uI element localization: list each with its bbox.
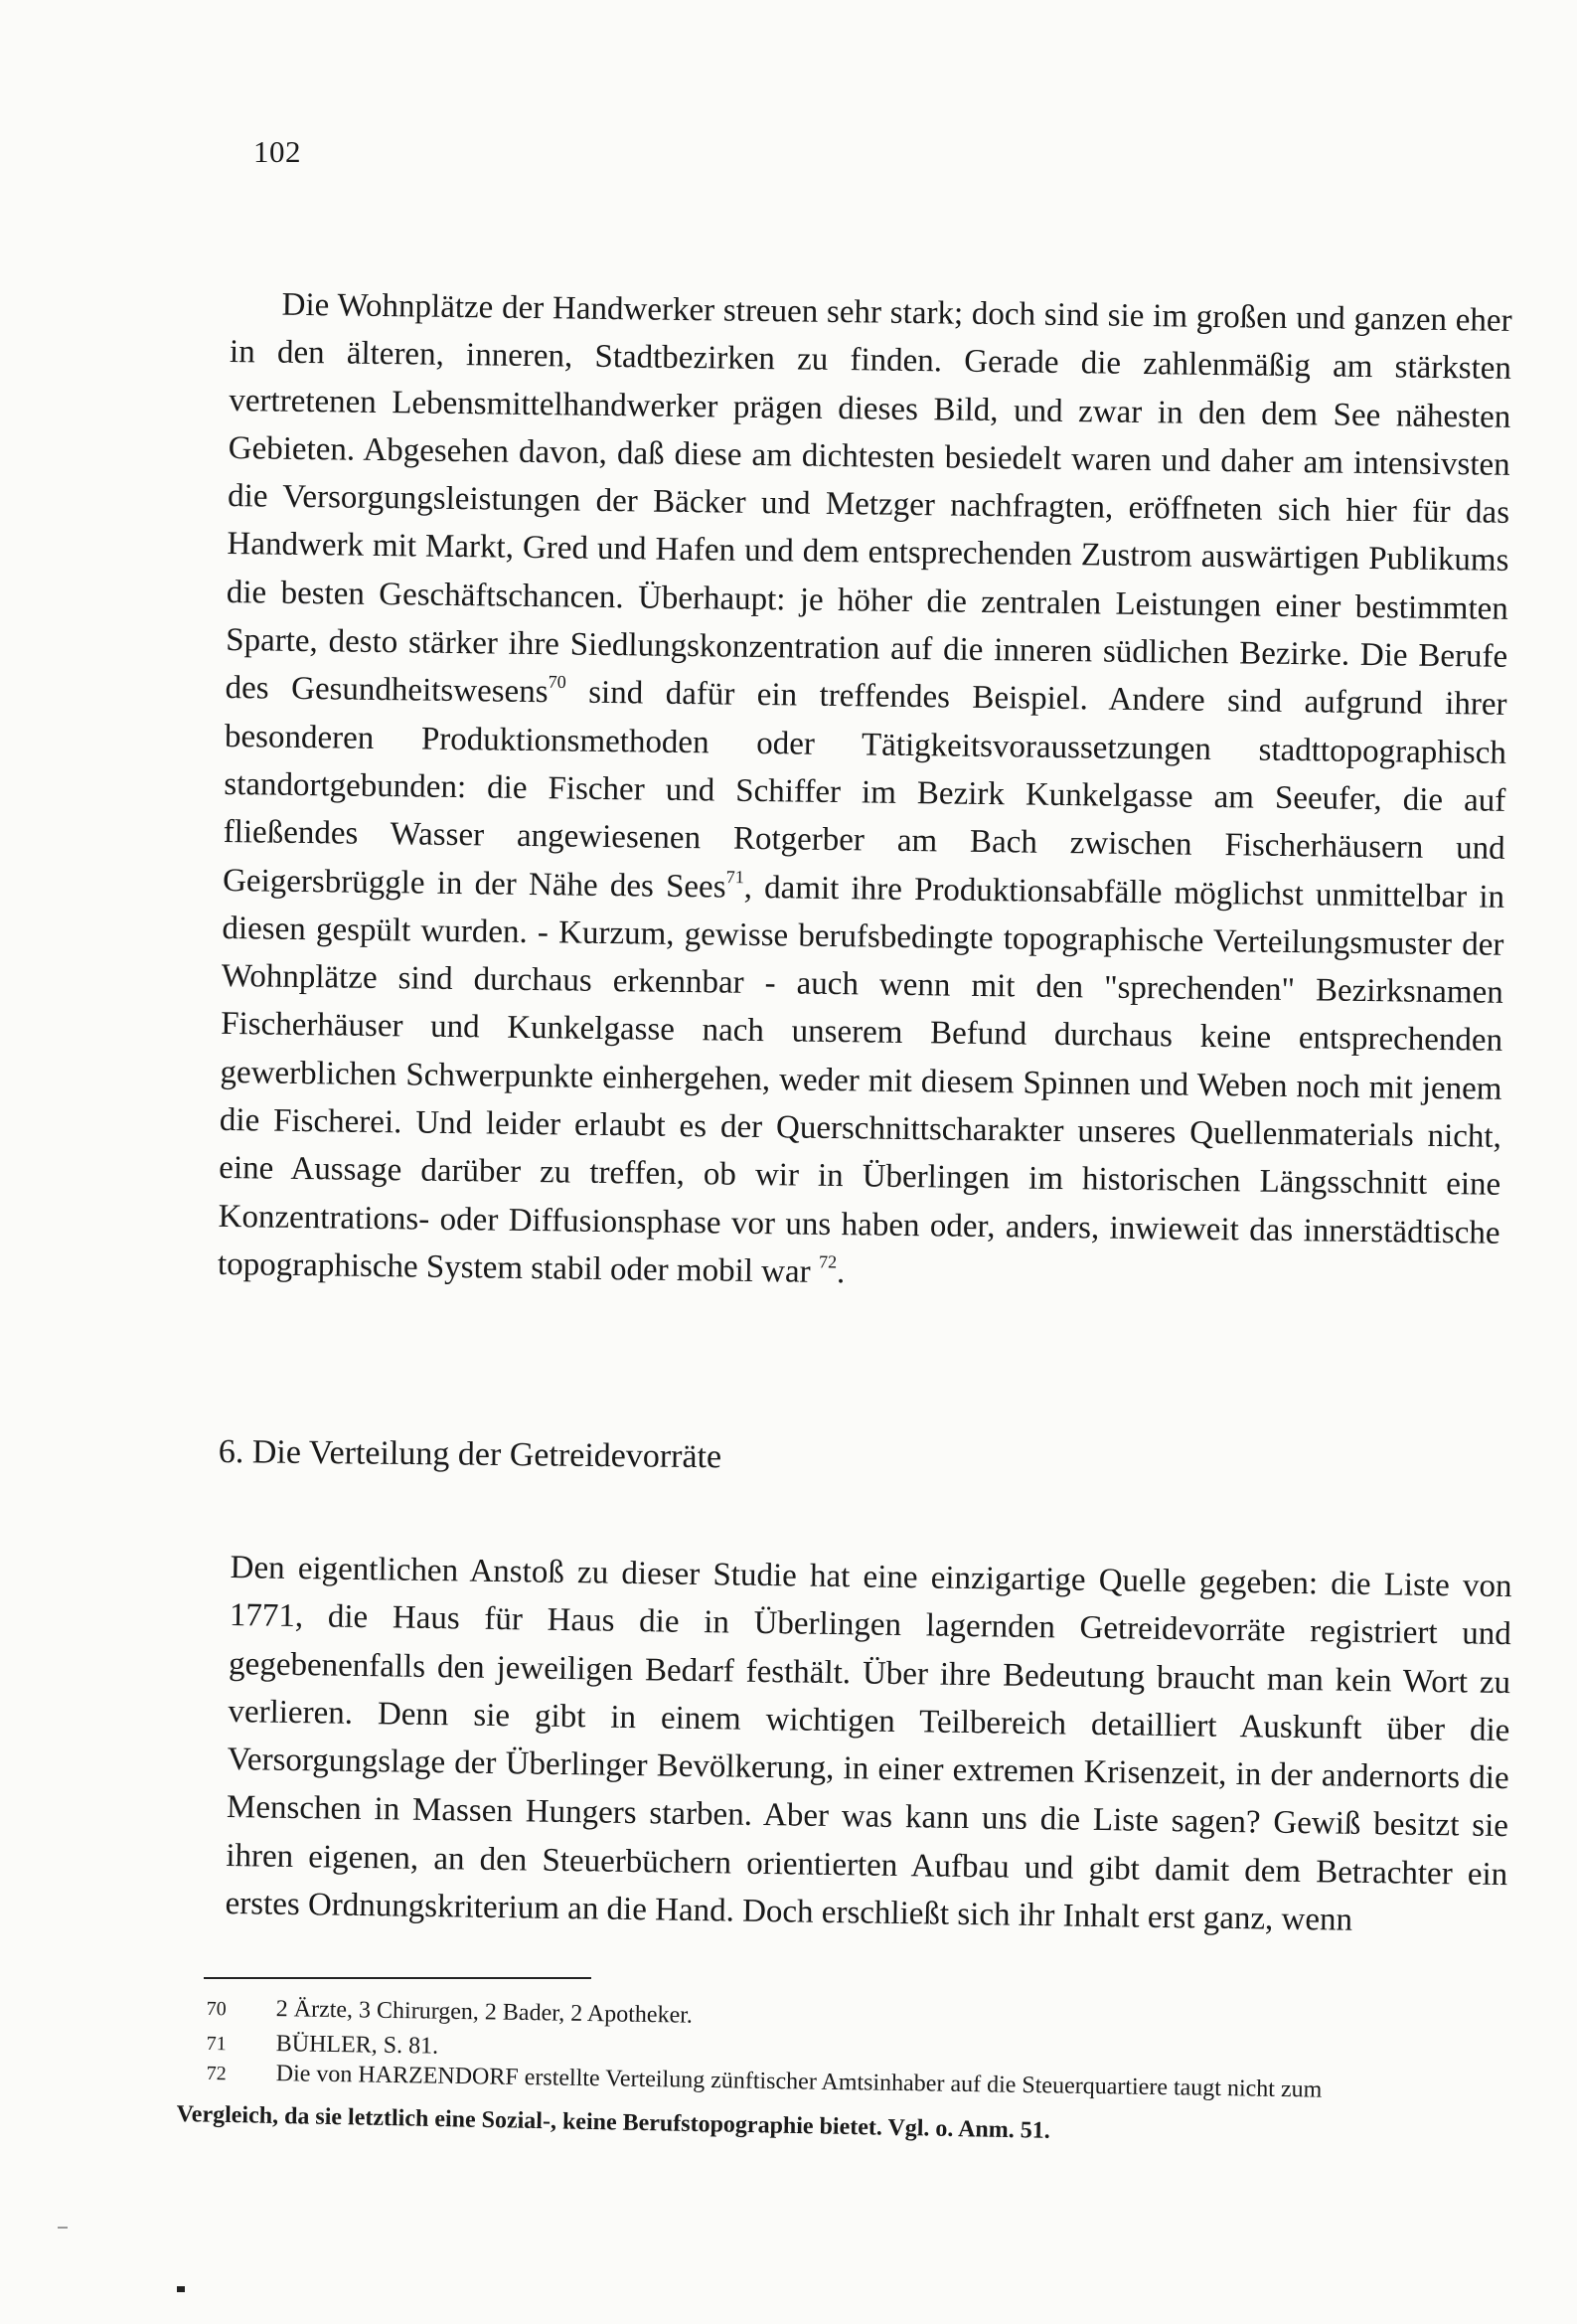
- section-heading: 6. Die Verteilung der Getreidevorräte: [218, 1433, 722, 1476]
- footnote-number: 72: [206, 2062, 227, 2085]
- paragraph-text: , damit ihre Produktionsabfälle möglichst unmittelbar in diesen gespült wurden. - Kurzum, gewisse berufsbedingte topographische Verteilungsmuster der Wohnplätze sind durchaus erkennbar - auch wenn mit den "sprechenden" Bezirksnamen Fischerhäuser und Kunkelgasse nach unserem Befund durchaus keine entsprechenden gewerblichen Schwerpunkte einhergehen, weder mit diesem Spinnen und Weben noch mit jenem die Fischerei. Und leider erlaubt es der Querschnittscharakter unseres Quellenmaterials nicht, eine Aussage darüber zu treffen, ob wir in Überlingen im historischen Längsschnitt eine Konzentrations- oder Diffusionsphase vor uns haben oder, anders, inwieweit das innerstädtische topographische System stabil oder mobil war: [217, 869, 1505, 1290]
- footnote-70: [207, 1993, 694, 2031]
- footnote-text: Die von HARZENDORF erstellte Verteilung zünftischer Amtsinhaber auf die Steuerquartiere taugt nicht zum: [275, 2061, 1323, 2103]
- footnote-ref-72: 72: [818, 1251, 838, 1272]
- paragraph-text: Den eigentlichen Anstoß zu dieser Studie hat eine einzigartige Quelle gegeben: die Liste von 1771, die Haus für Haus die in Überlingen lagernden Getreidevorräte registriert und gegebenenfalls den jeweiligen Bedarf festhält. Über ihre Bedeutung braucht man kein Wort zu verlieren. Denn sie gibt in einem wichtigen Teilbereich detailliert Auskunft über die Versorgungslage der Überlinger Bevölkerung, in einer extremen Krisenzeit, in der andernorts die Menschen in Massen Hungers starben. Aber was kann uns die Liste sagen? Gewiß besitzt sie ihren eigenen, an den Steuerbüchern orientierten Aufbau und gibt damit dem Betrachter ein erstes Ordnungskriterium an die Hand. Doch erschließt sich ihr Inhalt erst ganz, wenn: [225, 1549, 1512, 1938]
- footnote-number: 70: [206, 1997, 227, 2021]
- paragraph-text: Die Wohnplätze der Handwerker streuen sehr stark; doch sind sie im großen und ganzen eher in den älteren, inneren, Stadtbezirken zu finden. Gerade die zahlenmäßig am stärksten vertretenen Lebensmittelhandwerker prägen dieses Bild, und zwar in den dem See nähesten Gebieten. Abgesehen davon, daß diese am dichtesten besiedelt waren und daher am intensivsten die Versorgungsleistungen der Bäcker und Metzger nachfragten, eröffneten sich hier für das Handwerk mit Markt, Gred und Hafen und dem entsprechenden Zustrom auswärtigen Publikums die besten Geschäftschancen. Überhaupt: je höher die zentralen Leistungen einer bestimmten Sparte, desto stärker ihre Siedlungskonzentration auf die inneren südlichen Bezirke. Die Berufe des Gesundheitswesens: [225, 286, 1512, 711]
- paragraph-text: .: [836, 1254, 846, 1291]
- footnote-ref-71: 71: [725, 866, 744, 887]
- body-paragraph-2: [225, 1544, 1512, 1946]
- page-number: 102: [253, 134, 301, 169]
- scan-speck: [177, 2286, 185, 2292]
- footnote-text: BÜHLER, S. 81.: [275, 2031, 439, 2060]
- footnote-number: 71: [206, 2032, 227, 2056]
- paragraph-text: sind dafür ein treffendes Beispiel. Andere sind aufgrund ihrer besonderen Produktionsmethoden oder Tätigkeitsvoraussetzungen stadttopographisch standortgebunden: die Fischer und Schiffer im Bezirk Kunkelgasse am Seeufer, die auf fließendes Wasser angewiesenen Rotgerber am Bach zwischen Fischerhäusern und Geigersbrüggle in der Nähe des Sees: [222, 675, 1507, 906]
- footnote-ref-70: 70: [548, 672, 566, 693]
- footnote-rule: [204, 1977, 591, 1979]
- body-paragraph-1: [218, 280, 1512, 1305]
- footnote-72: [207, 2058, 1323, 2105]
- footnote-72-continuation: [176, 2097, 1507, 2157]
- footnote-text: 2 Ärzte, 3 Chirurgen, 2 Bader, 2 Apotheker.: [275, 1996, 694, 2029]
- footnote-71: [207, 2028, 439, 2062]
- footnote-text: Vergleich, da sie letztlich eine Sozial-, keine Berufstopographie bietet. Vgl. o. Anm. 51.: [176, 2100, 1051, 2144]
- scan-speck: [58, 2227, 68, 2229]
